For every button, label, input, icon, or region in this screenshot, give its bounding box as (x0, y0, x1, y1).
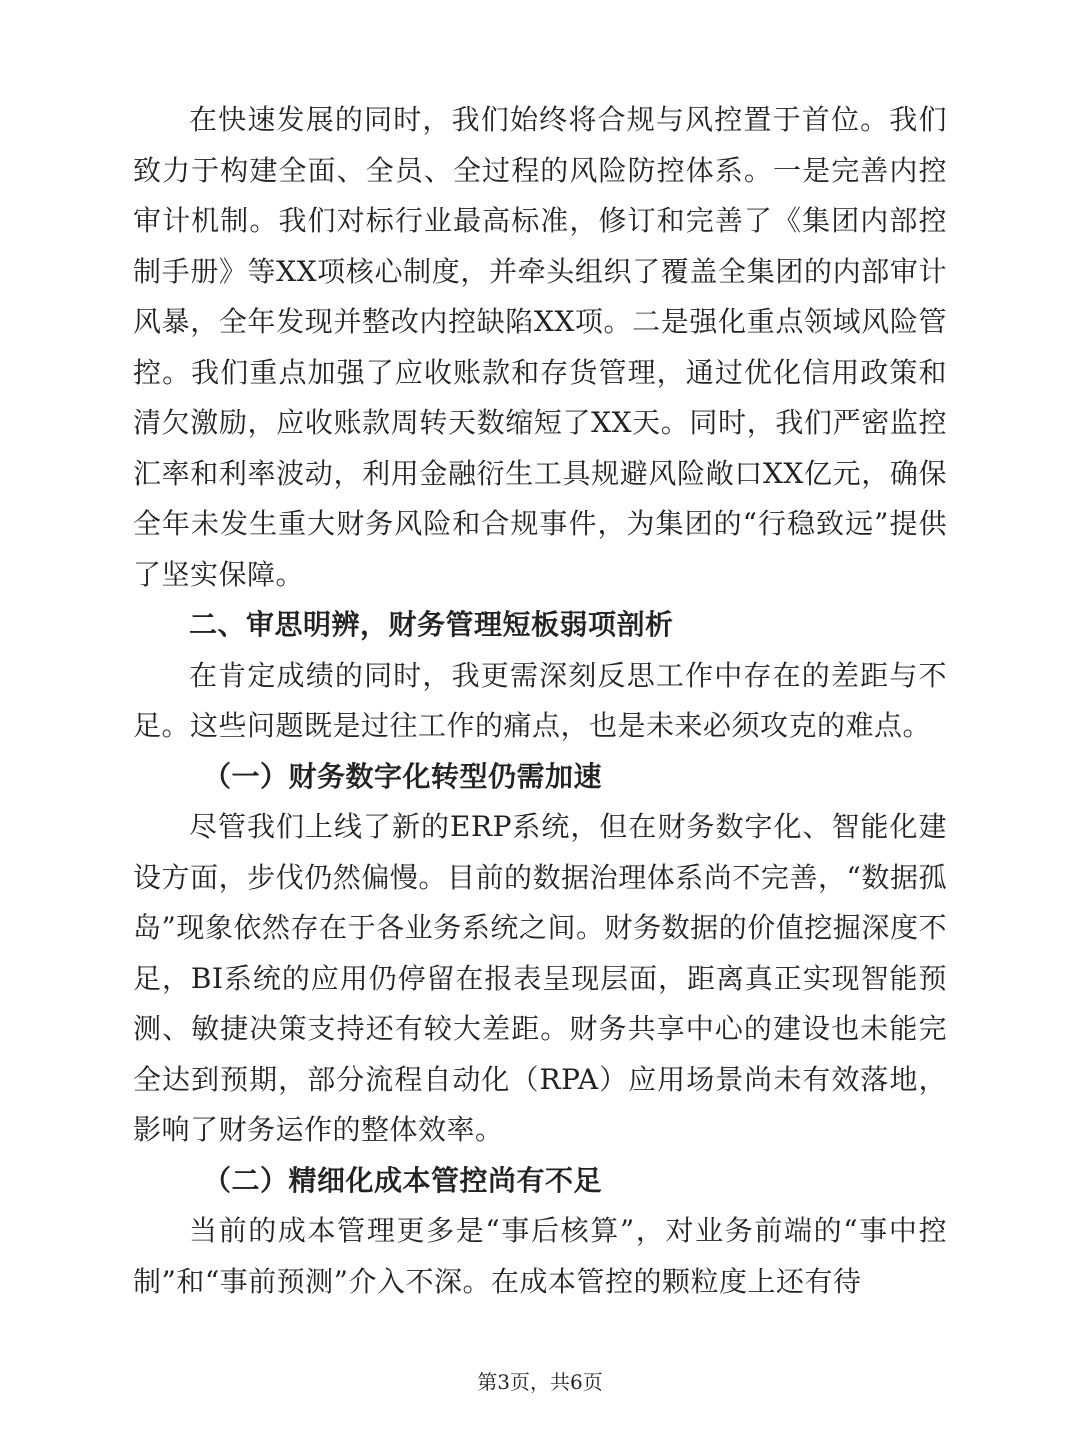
paragraph-cost-control: 当前的成本管理更多是“事后核算”，对业务前端的“事中控制”和“事前预测”介入不深。在成本管控的颗粒度上还有待 (133, 1214, 947, 1298)
paragraph-reflection: 在肯定成绩的同时，我更需深刻反思工作中存在的差距与不足。这些问题既是过往工作的痛点，也是未来必须攻克的难点。 (133, 658, 947, 742)
section-heading-2: 二、审思明辨，财务管理短板弱项剖析 (189, 608, 674, 641)
page-number: 第3页，共6页 (477, 1370, 603, 1394)
paragraph-digital-transformation: 尽管我们上线了新的ERP系统，但在财务数字化、智能化建设方面，步伐仍然偏慢。目前的数据治理体系尚不完善，“数据孤岛”现象依然存在于各业务系统之间。财务数据的价值挖掘深度不足，BI系统的应用仍停留在报表呈现层面，距离真正实现智能预测、敏捷决策支持还有较大差距。财务共享中心的建设也未能完全达到预期，部分流程自动化（RPA）应用场景尚未有效落地，影响了财务运作的整体效率。 (133, 810, 947, 1146)
paragraph-risk-control: 在快速发展的同时，我们始终将合规与风控置于首位。我们致力于构建全面、全员、全过程的风险防控体系。一是完善内控审计机制。我们对标行业最高标准，修订和完善了《集团内部控制手册》等XX项核心制度，并牵头组织了覆盖全集团的内部审计风暴，全年发现并整改内控缺陷XX项。二是强化重点领域风险管控。我们重点加强了应收账款和存货管理，通过优化信用政策和清欠激励，应收账款周转天数缩短了XX天。同时，我们严密监控汇率和利率波动，利用金融衍生工具规避风险敞口XX亿元，确保全年未发生重大财务风险和合规事件，为集团的“行稳致远”提供了坚实保障。 (133, 103, 947, 591)
subsection-heading-1: （一）财务数字化转型仍需加速 (203, 759, 603, 793)
subsection-heading-2: （二）精细化成本管控尚有不足 (203, 1163, 603, 1197)
document-body (133, 95, 947, 1307)
